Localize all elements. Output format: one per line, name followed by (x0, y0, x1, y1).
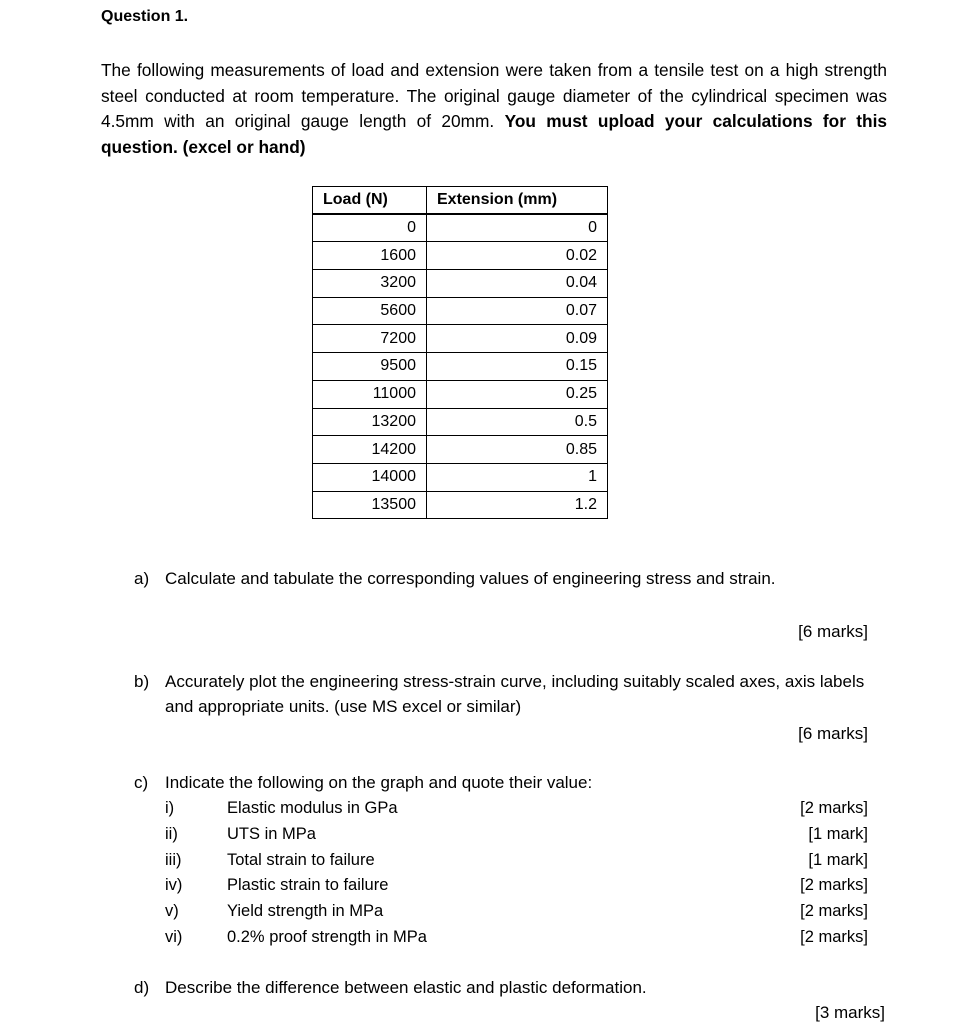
part-c-item-text: Elastic modulus in GPa (227, 799, 398, 817)
extension-cell: 0.09 (427, 325, 608, 353)
extension-cell: 0.5 (427, 408, 608, 436)
part-c-text: Indicate the following on the graph and quote their value: (165, 773, 593, 792)
table-row (313, 491, 608, 519)
part-c-item-label: v) (165, 902, 179, 920)
table-header-row (313, 187, 608, 215)
table-row (313, 297, 608, 325)
part-c-item-marks: [2 marks] (800, 799, 868, 817)
part-c-item-label: iv) (165, 876, 183, 894)
extension-cell: 0.25 (427, 380, 608, 408)
load-cell: 13500 (313, 491, 427, 519)
header-load: Load (N) (313, 187, 427, 215)
load-cell: 13200 (313, 408, 427, 436)
header-extension: Extension (mm) (427, 187, 608, 215)
part-a-marks: [6 marks] (798, 622, 868, 641)
load-cell: 1600 (313, 242, 427, 270)
part-c-item-text: 0.2% proof strength in MPa (227, 928, 427, 946)
part-d-label: d) (134, 978, 150, 997)
extension-cell: 1 (427, 463, 608, 491)
intro-text: The following measurements of load and extension were taken from a tensile test on a high strength steel conducted at room temperature. The original gauge diameter of the cylindrical specimen was 4.5mm with an original gauge length of 20mm. (101, 60, 887, 131)
part-b-text: Accurately plot the engineering stress-strain curve, including suitably scaled axes, axis labels and appropriate units. (use MS excel or similar) (165, 672, 865, 716)
part-d-text: Describe the difference between elastic and plastic deformation. (165, 978, 647, 997)
table-row (313, 214, 608, 242)
part-a-text: Calculate and tabulate the corresponding values of engineering stress and strain. (165, 569, 776, 588)
extension-cell: 0.07 (427, 297, 608, 325)
table-row (313, 242, 608, 270)
extension-cell: 0.85 (427, 436, 608, 464)
extension-cell: 0.15 (427, 353, 608, 381)
load-extension-table (312, 186, 608, 519)
table-row (313, 325, 608, 353)
table-row (313, 353, 608, 381)
table-row (313, 408, 608, 436)
part-c-item-marks: [2 marks] (800, 928, 868, 946)
load-cell: 14200 (313, 436, 427, 464)
table-row (313, 463, 608, 491)
part-a-label: a) (134, 569, 150, 588)
part-c-item-label: iii) (165, 851, 182, 869)
load-cell: 7200 (313, 325, 427, 353)
intro-paragraph (101, 58, 887, 160)
part-c-label: c) (134, 773, 149, 792)
question-title: Question 1. (101, 8, 189, 25)
table-row (313, 436, 608, 464)
load-cell: 14000 (313, 463, 427, 491)
part-c-item-text: Yield strength in MPa (227, 902, 384, 920)
extension-cell: 0 (427, 214, 608, 242)
part-c-item-text: UTS in MPa (227, 825, 316, 843)
part-c-item-marks: [1 mark] (808, 851, 868, 869)
intro-bold-instruction: You must upload your calculations for this question. (excel or hand) (101, 111, 887, 157)
part-c-item-marks: [2 marks] (800, 902, 868, 920)
part-c-item-text: Plastic strain to failure (227, 876, 389, 894)
part-c-item-marks: [2 marks] (800, 876, 868, 894)
table-row (313, 380, 608, 408)
part-b-marks: [6 marks] (798, 724, 868, 743)
part-c-item-text: Total strain to failure (227, 851, 375, 869)
load-cell: 11000 (313, 380, 427, 408)
load-cell: 3200 (313, 270, 427, 298)
part-c-item-label: vi) (165, 928, 183, 946)
table-row (313, 270, 608, 298)
part-c-item-label: ii) (165, 825, 178, 843)
extension-cell: 0.02 (427, 242, 608, 270)
part-c-item-label: i) (165, 799, 175, 817)
load-cell: 0 (313, 214, 427, 242)
part-d-marks: [3 marks] (815, 1003, 885, 1022)
extension-cell: 1.2 (427, 491, 608, 519)
load-cell: 5600 (313, 297, 427, 325)
part-b-label: b) (134, 672, 150, 691)
part-c-item-marks: [1 mark] (808, 825, 868, 843)
load-cell: 9500 (313, 353, 427, 381)
extension-cell: 0.04 (427, 270, 608, 298)
